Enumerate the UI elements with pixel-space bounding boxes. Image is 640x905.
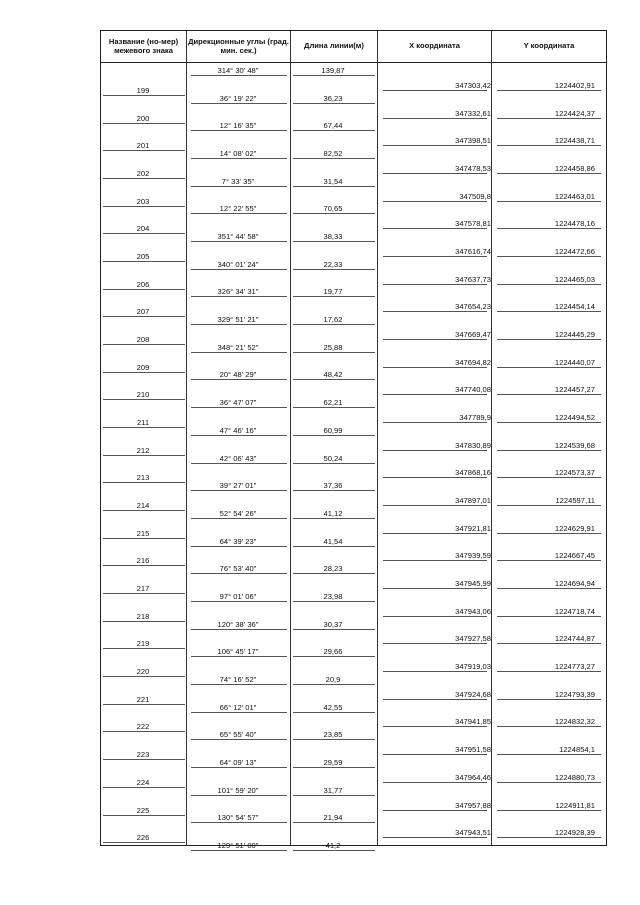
row-divider: [383, 616, 487, 617]
row-divider: [293, 352, 375, 353]
row-divider: [191, 767, 287, 768]
x-coordinate: 347921,81: [455, 523, 491, 533]
row-divider: [293, 822, 375, 823]
bearing-angle: 36° 47' 07": [219, 398, 257, 408]
row-divider: [191, 850, 287, 851]
point-number: 217: [136, 584, 150, 594]
line-length: 42,55: [323, 702, 343, 712]
bearing-angle: 7° 33' 35": [221, 176, 255, 186]
row-divider: [293, 75, 375, 76]
line-length: 29,59: [323, 758, 343, 767]
header-y: Y координата: [523, 41, 575, 51]
row-divider: [103, 95, 185, 96]
row-divider: [497, 533, 601, 534]
line-length: 48,42: [323, 370, 343, 380]
row-divider: [191, 352, 287, 353]
row-divider: [383, 422, 487, 423]
row-divider: [103, 731, 185, 732]
line-length: 70,65: [323, 204, 343, 214]
point-number: 210: [136, 390, 150, 400]
bearing-angle: 14° 08' 02": [219, 149, 257, 159]
row-divider: [293, 656, 375, 657]
row-divider: [293, 407, 375, 408]
row-divider: [383, 754, 487, 755]
row-divider: [383, 90, 487, 91]
line-length: 22,33: [323, 259, 343, 269]
row-divider: [383, 367, 487, 368]
x-coordinate: 347868,16: [455, 468, 491, 478]
row-divider: [191, 407, 287, 408]
row-divider: [293, 324, 375, 325]
y-coordinate: 1224629,91: [554, 523, 595, 533]
row-divider: [103, 344, 185, 345]
row-divider: [191, 601, 287, 602]
row-divider: [103, 261, 185, 262]
bearing-angle: 39° 27' 01": [219, 481, 257, 491]
x-coordinate: 347654,23: [455, 302, 491, 312]
line-length: 31,54: [323, 176, 343, 186]
row-divider: [103, 787, 185, 788]
row-divider: [497, 477, 601, 478]
row-divider: [191, 490, 287, 491]
row-divider: [497, 394, 601, 395]
point-number: 225: [136, 805, 150, 815]
y-coordinate: 1224832,32: [554, 717, 595, 727]
row-divider: [293, 213, 375, 214]
row-divider: [383, 671, 487, 672]
bearing-angle: 74° 16' 52": [219, 674, 257, 684]
row-divider: [293, 795, 375, 796]
row-divider: [191, 656, 287, 657]
row-divider: [293, 463, 375, 464]
bearing-angle: 42° 06' 43": [219, 453, 257, 463]
point-number: 200: [136, 113, 150, 123]
line-length: 41,2: [325, 841, 341, 851]
y-coordinate: 1224457,27: [554, 385, 595, 395]
row-divider: [383, 394, 487, 395]
row-divider: [103, 593, 185, 594]
row-divider: [191, 103, 287, 104]
row-divider: [103, 842, 185, 843]
point-number: 218: [136, 611, 150, 621]
bearing-angle: 52° 54' 26": [219, 508, 257, 518]
row-divider: [497, 201, 601, 202]
bearing-angle: 101° 59' 20": [217, 785, 259, 795]
line-length: 30,37: [323, 619, 343, 629]
row-divider: [497, 810, 601, 811]
row-divider: [293, 573, 375, 574]
point-number: 226: [136, 833, 150, 843]
row-divider: [497, 173, 601, 174]
row-divider: [293, 739, 375, 740]
x-coordinate: 347398,51: [455, 136, 491, 146]
row-divider: [103, 704, 185, 705]
point-number: 204: [136, 224, 150, 234]
row-divider: [383, 339, 487, 340]
row-divider: [293, 158, 375, 159]
y-coordinate: 1224458,86: [554, 163, 595, 173]
x-coordinate: 347943,06: [455, 606, 491, 616]
line-length: 19,77: [323, 287, 343, 297]
row-divider: [497, 754, 601, 755]
bearing-angle: 314° 30' 48": [217, 66, 259, 75]
row-divider: [497, 311, 601, 312]
row-divider: [383, 560, 487, 561]
bearing-angle: 66° 12' 01": [219, 702, 257, 712]
row-divider: [293, 546, 375, 547]
row-divider: [191, 296, 287, 297]
y-coordinate: 1224465,03: [554, 274, 595, 284]
row-divider: [383, 505, 487, 506]
row-divider: [191, 435, 287, 436]
row-divider: [497, 643, 601, 644]
bearing-angle: 64° 39' 23": [219, 536, 257, 546]
row-divider: [383, 450, 487, 451]
bearing-angle: 340° 01' 24": [217, 259, 259, 269]
row-divider: [103, 123, 185, 124]
point-number: 221: [136, 694, 150, 704]
y-coordinate: 1224539,68: [554, 440, 595, 450]
row-divider: [383, 810, 487, 811]
x-coordinate: 347789,9: [459, 413, 491, 422]
point-number: 222: [136, 722, 150, 732]
row-divider: [383, 256, 487, 257]
y-coordinate: 1224928,39: [554, 828, 595, 838]
point-number: 206: [136, 279, 150, 289]
line-length: 41,12: [323, 508, 343, 518]
row-divider: [383, 533, 487, 534]
row-divider: [103, 759, 185, 760]
line-length: 21,94: [323, 813, 343, 823]
x-coordinate: 347927,58: [455, 634, 491, 644]
row-divider: [497, 145, 601, 146]
row-divider: [191, 822, 287, 823]
x-coordinate: 347332,61: [455, 108, 491, 118]
row-divider: [191, 75, 287, 76]
line-length: 37,36: [323, 481, 343, 491]
row-divider: [497, 671, 601, 672]
x-coordinate: 347897,01: [455, 496, 491, 506]
bearing-angle: 20° 48' 29": [219, 370, 257, 380]
line-length: 60,99: [323, 425, 343, 435]
row-divider: [103, 565, 185, 566]
y-coordinate: 1224597,11: [555, 496, 595, 506]
row-divider: [191, 213, 287, 214]
row-divider: [103, 676, 185, 677]
row-divider: [383, 726, 487, 727]
y-coordinate: 1224880,73: [554, 772, 595, 782]
y-coordinate: 1224454,14: [554, 302, 595, 312]
row-divider: [383, 284, 487, 285]
row-divider: [191, 463, 287, 464]
row-divider: [497, 699, 601, 700]
bearing-angle: 106° 45' 17": [217, 647, 259, 657]
row-divider: [103, 482, 185, 483]
bearing-angle: 65° 55' 40": [219, 730, 257, 740]
row-divider: [293, 684, 375, 685]
row-divider: [293, 130, 375, 131]
x-coordinate: 347740,08: [455, 385, 491, 395]
row-divider: [497, 782, 601, 783]
row-divider: [191, 241, 287, 242]
header-angle: Дирекционные углы (град. мин. сек.): [188, 36, 289, 55]
row-divider: [191, 379, 287, 380]
coordinates-table: [100, 30, 607, 851]
row-divider: [497, 837, 601, 838]
row-divider: [497, 588, 601, 589]
line-length: 41,54: [323, 536, 343, 546]
row-divider: [191, 158, 287, 159]
point-number: 224: [136, 777, 150, 787]
x-coordinate: 347830,89: [455, 440, 491, 450]
bearing-angle: 348° 21' 52": [217, 342, 259, 352]
row-divider: [293, 629, 375, 630]
column-divider: [377, 31, 378, 845]
y-coordinate: 1224445,29: [554, 329, 595, 339]
point-number: 223: [136, 750, 150, 760]
bearing-angle: 129° 51' 00": [217, 841, 259, 851]
row-divider: [497, 616, 601, 617]
y-coordinate: 1224402,91: [554, 80, 595, 90]
row-divider: [293, 103, 375, 104]
row-divider: [497, 560, 601, 561]
row-divider: [293, 435, 375, 436]
row-divider: [191, 518, 287, 519]
row-divider: [103, 455, 185, 456]
y-coordinate: 1224744,87: [554, 634, 595, 644]
row-divider: [293, 850, 375, 851]
x-coordinate: 347964,46: [455, 772, 491, 782]
line-length: 62,21: [323, 398, 343, 408]
row-divider: [191, 629, 287, 630]
line-length: 23,85: [323, 730, 343, 740]
row-divider: [293, 269, 375, 270]
header-x: X координата: [409, 41, 460, 51]
row-divider: [103, 372, 185, 373]
line-length: 20,9: [325, 674, 341, 684]
bearing-angle: 130° 54' 57": [217, 813, 259, 823]
y-coordinate: 1224472,66: [554, 246, 595, 256]
row-divider: [383, 145, 487, 146]
row-divider: [103, 178, 185, 179]
line-length: 17,62: [323, 315, 343, 325]
point-number: 205: [136, 251, 150, 261]
line-length: 67,44: [323, 121, 343, 131]
x-coordinate: 347478,53: [455, 163, 491, 173]
row-divider: [497, 367, 601, 368]
bearing-angle: 326° 34' 31": [217, 287, 259, 297]
row-divider: [191, 795, 287, 796]
row-divider: [103, 621, 185, 622]
row-divider: [191, 186, 287, 187]
point-number: 214: [136, 501, 150, 511]
x-coordinate: 347945,99: [455, 579, 491, 589]
bearing-angle: 120° 38' 36": [217, 619, 259, 629]
row-divider: [103, 289, 185, 290]
header-length: Длина линии(м): [304, 41, 364, 51]
point-number: 202: [136, 168, 150, 178]
x-coordinate: 347578,81: [455, 219, 491, 229]
header-name: Название (но-мер) межевого знака: [108, 36, 179, 55]
row-divider: [293, 767, 375, 768]
y-coordinate: 1224463,01: [554, 191, 595, 201]
y-coordinate: 1224478,16: [554, 219, 595, 229]
row-divider: [293, 518, 375, 519]
x-coordinate: 347919,03: [455, 662, 491, 672]
x-coordinate: 347694,82: [455, 357, 491, 367]
y-coordinate: 1224854,1: [559, 745, 595, 755]
x-coordinate: 347637,73: [455, 274, 491, 284]
y-coordinate: 1224573,37: [554, 468, 595, 478]
row-divider: [497, 339, 601, 340]
y-coordinate: 1224773,27: [554, 662, 595, 672]
x-coordinate: 347303,42: [455, 80, 491, 90]
point-number: 203: [136, 196, 150, 206]
row-divider: [497, 284, 601, 285]
row-divider: [497, 422, 601, 423]
bearing-angle: 64° 09' 13": [219, 758, 257, 767]
x-coordinate: 347943,51: [455, 828, 491, 838]
table-header: [101, 31, 606, 62]
line-length: 50,24: [323, 453, 343, 463]
line-length: 29,66: [323, 647, 343, 657]
column-divider: [491, 31, 492, 845]
point-number: 201: [136, 141, 150, 151]
row-divider: [191, 269, 287, 270]
row-divider: [191, 573, 287, 574]
point-number: 208: [136, 334, 150, 344]
line-length: 31,77: [323, 785, 343, 795]
row-divider: [103, 316, 185, 317]
bearing-angle: 351° 44' 58": [217, 232, 259, 242]
bearing-angle: 76° 53' 40": [219, 564, 257, 574]
row-divider: [383, 477, 487, 478]
line-length: 36,23: [323, 93, 343, 103]
row-divider: [103, 538, 185, 539]
y-coordinate: 1224438,71: [554, 136, 595, 146]
row-divider: [103, 150, 185, 151]
y-coordinate: 1224718,74: [554, 606, 595, 616]
x-coordinate: 347924,68: [455, 689, 491, 699]
x-coordinate: 347957,88: [455, 800, 491, 810]
row-divider: [293, 490, 375, 491]
row-divider: [383, 837, 487, 838]
y-coordinate: 1224440,07: [554, 357, 595, 367]
row-divider: [383, 643, 487, 644]
bearing-angle: 36° 19' 22": [219, 93, 257, 103]
x-coordinate: 347669,47: [455, 329, 491, 339]
row-divider: [497, 726, 601, 727]
row-divider: [383, 228, 487, 229]
y-coordinate: 1224793,39: [554, 689, 595, 699]
y-coordinate: 1224424,37: [554, 108, 595, 118]
x-coordinate: 347951,58: [455, 745, 491, 755]
row-divider: [293, 712, 375, 713]
line-length: 139,87: [321, 66, 345, 75]
bearing-angle: 97° 01' 06": [219, 591, 257, 601]
row-divider: [293, 601, 375, 602]
row-divider: [383, 201, 487, 202]
row-divider: [383, 173, 487, 174]
row-divider: [497, 228, 601, 229]
bearing-angle: 47° 46' 16": [219, 425, 257, 435]
row-divider: [103, 815, 185, 816]
line-length: 82,52: [323, 149, 343, 159]
x-coordinate: 347616,74: [455, 246, 491, 256]
row-divider: [293, 296, 375, 297]
y-coordinate: 1224694,94: [554, 579, 595, 589]
row-divider: [383, 782, 487, 783]
y-coordinate: 1224494,52: [554, 413, 595, 422]
row-divider: [191, 712, 287, 713]
point-number: 199: [136, 85, 150, 95]
point-number: 220: [136, 667, 150, 677]
row-divider: [103, 399, 185, 400]
header-divider: [101, 62, 606, 63]
row-divider: [191, 130, 287, 131]
row-divider: [497, 505, 601, 506]
row-divider: [293, 241, 375, 242]
y-coordinate: 1224911,81: [555, 800, 595, 810]
y-coordinate: 1224667,45: [554, 551, 595, 561]
row-divider: [191, 739, 287, 740]
point-number: 211: [136, 418, 150, 427]
row-divider: [191, 684, 287, 685]
row-divider: [103, 233, 185, 234]
row-divider: [497, 256, 601, 257]
row-divider: [191, 324, 287, 325]
line-length: 23,98: [323, 591, 343, 601]
bearing-angle: 12° 16' 35": [219, 121, 257, 131]
row-divider: [191, 546, 287, 547]
row-divider: [497, 90, 601, 91]
row-divider: [497, 450, 601, 451]
line-length: 38,33: [323, 232, 343, 242]
bearing-angle: 12° 22' 55": [219, 204, 257, 214]
x-coordinate: 347939,59: [455, 551, 491, 561]
x-coordinate: 347509,8: [459, 191, 491, 201]
row-divider: [103, 648, 185, 649]
point-number: 219: [136, 639, 150, 649]
row-divider: [383, 699, 487, 700]
row-divider: [103, 510, 185, 511]
line-length: 25,88: [323, 342, 343, 352]
line-length: 28,23: [323, 564, 343, 574]
point-number: 209: [136, 362, 150, 372]
point-number: 213: [136, 473, 150, 483]
row-divider: [103, 206, 185, 207]
row-divider: [383, 118, 487, 119]
row-divider: [497, 118, 601, 119]
row-divider: [293, 186, 375, 187]
row-divider: [383, 311, 487, 312]
row-divider: [103, 427, 185, 428]
row-divider: [293, 379, 375, 380]
row-divider: [383, 588, 487, 589]
point-number: 207: [136, 307, 150, 317]
bearing-angle: 329° 51' 21": [217, 315, 259, 325]
point-number: 215: [136, 528, 150, 538]
point-number: 212: [136, 445, 150, 455]
point-number: 216: [136, 556, 150, 566]
x-coordinate: 347941,85: [455, 717, 491, 727]
